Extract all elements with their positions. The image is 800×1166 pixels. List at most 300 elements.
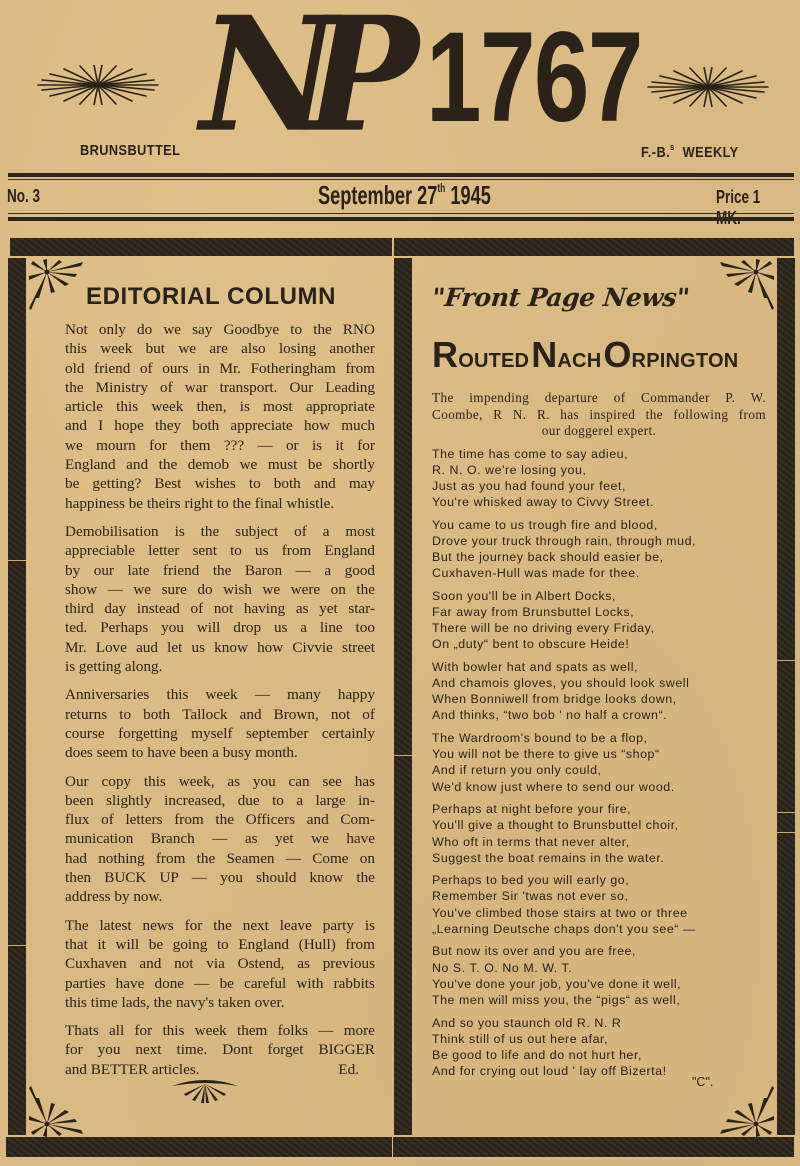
word: both bbox=[143, 705, 171, 723]
word: Civvie bbox=[292, 638, 333, 656]
poem-line: The men will miss you, the “pigs“ as well, bbox=[432, 992, 681, 1007]
poem-line: You've done your job, you've done it well, bbox=[432, 976, 682, 991]
word: UP bbox=[159, 869, 179, 887]
word: BIGGER bbox=[318, 1041, 375, 1059]
poem-line: You've climbed those stairs at two or three bbox=[432, 905, 688, 920]
word: having bbox=[243, 600, 286, 618]
word: from bbox=[345, 359, 375, 377]
word: sure bbox=[161, 580, 187, 598]
intro-line: our doggerel expert. bbox=[541, 423, 657, 439]
word: week, bbox=[178, 772, 215, 790]
headline-word-rest: OUTED bbox=[458, 350, 530, 372]
word: you bbox=[161, 619, 184, 637]
word: Ostend, bbox=[237, 955, 285, 973]
word: Officers bbox=[245, 811, 296, 829]
word: Best bbox=[154, 475, 182, 493]
word: course bbox=[65, 724, 105, 742]
word: of bbox=[294, 522, 307, 540]
poem-line: Perhaps at night before your fire, bbox=[432, 802, 632, 817]
word: RNO bbox=[342, 321, 375, 338]
word: only bbox=[98, 321, 126, 338]
word: losing bbox=[278, 340, 317, 358]
word: — bbox=[295, 561, 311, 579]
word: aud bbox=[136, 638, 158, 656]
word: it bbox=[97, 935, 106, 953]
text-line bbox=[65, 868, 375, 887]
poem-stanza bbox=[432, 659, 772, 723]
word: both bbox=[192, 417, 220, 435]
word: not bbox=[213, 600, 234, 618]
word: also bbox=[241, 340, 266, 358]
text-line: happiness be theirs right to the final whistle. bbox=[65, 494, 335, 512]
word: Anniversaries bbox=[65, 686, 150, 704]
word: for bbox=[149, 436, 167, 454]
poem-line: Drove your truck through rain, through mud, bbox=[432, 534, 697, 549]
word: flux bbox=[65, 811, 90, 829]
word: all bbox=[109, 1022, 125, 1040]
poem-stanza bbox=[432, 588, 772, 652]
word: Love bbox=[95, 638, 127, 656]
word: most bbox=[263, 398, 293, 416]
poem-stanza bbox=[432, 1015, 772, 1079]
word: the bbox=[65, 378, 84, 396]
word: be bbox=[219, 974, 234, 992]
issue-price: Price 1 bbox=[716, 187, 761, 207]
editorial-body bbox=[65, 320, 375, 1079]
newspaper-title bbox=[200, 0, 642, 168]
word: from bbox=[155, 849, 186, 867]
word: due bbox=[237, 791, 260, 809]
word: shortly bbox=[332, 456, 375, 474]
word: latest bbox=[99, 916, 132, 934]
poem-line: But the journey back should easier be, bbox=[432, 550, 664, 565]
text-line bbox=[65, 772, 375, 791]
word: as bbox=[297, 955, 310, 973]
word: third bbox=[65, 600, 94, 618]
poem-line: You'll give a thought to Brunsbuttel choir, bbox=[432, 818, 679, 833]
word: England bbox=[324, 542, 375, 560]
word: and bbox=[239, 705, 262, 723]
word: Perhaps bbox=[100, 619, 149, 637]
word: september bbox=[245, 724, 309, 742]
word: are bbox=[209, 340, 228, 358]
intro-line: Coombe, R N. R. has inspired the following from bbox=[432, 406, 766, 422]
word: The bbox=[65, 916, 89, 934]
word: happy bbox=[337, 686, 375, 704]
editorial-paragraph bbox=[65, 916, 375, 1012]
word: Brown, bbox=[273, 705, 319, 723]
word: is bbox=[239, 398, 250, 416]
text-line bbox=[65, 1021, 375, 1040]
word: time. bbox=[176, 1041, 208, 1059]
poem-stanza bbox=[432, 446, 772, 510]
date-year: 1945 bbox=[450, 180, 491, 210]
word: going bbox=[172, 935, 208, 953]
word: next bbox=[242, 916, 269, 934]
text-line bbox=[65, 561, 375, 580]
text-line bbox=[65, 359, 375, 378]
word: them bbox=[236, 1022, 268, 1040]
text-line bbox=[65, 416, 375, 435]
word: from bbox=[174, 811, 204, 829]
word: our bbox=[93, 561, 114, 579]
headline-initial: R bbox=[432, 334, 459, 375]
word: Branch bbox=[150, 830, 195, 848]
text-line bbox=[65, 455, 375, 474]
word: has bbox=[354, 772, 375, 790]
word: on bbox=[359, 849, 375, 867]
headline-initial: O bbox=[603, 334, 632, 375]
date-text: September 27 bbox=[318, 180, 438, 210]
word: previous bbox=[322, 955, 375, 973]
word: wish bbox=[223, 580, 252, 598]
title-letter-n: N bbox=[200, 0, 332, 168]
word: a bbox=[296, 791, 304, 809]
poem-intro bbox=[432, 390, 766, 440]
word: copy bbox=[101, 772, 132, 790]
word: transport. bbox=[219, 378, 278, 396]
word: how bbox=[257, 638, 284, 656]
word: be bbox=[307, 456, 323, 474]
word: in- bbox=[358, 791, 375, 809]
text-line bbox=[65, 541, 375, 560]
word: week bbox=[100, 340, 133, 358]
poem-line: Just as you had found your feet, bbox=[432, 479, 626, 494]
word: (Hull) bbox=[298, 935, 336, 953]
word: day bbox=[104, 600, 127, 618]
text-line bbox=[65, 638, 375, 657]
fan-corner-ornament-icon bbox=[718, 258, 776, 316]
word: war bbox=[184, 378, 208, 396]
frame-joint bbox=[8, 945, 26, 946]
word: next bbox=[135, 1041, 162, 1059]
poem-line: On „duty“ bent to obscure Heide! bbox=[432, 637, 630, 652]
word: more bbox=[343, 1022, 375, 1040]
date-ordinal: th bbox=[437, 181, 446, 195]
poem-stanza bbox=[432, 801, 772, 865]
word: Goodbye bbox=[223, 321, 280, 338]
word: have bbox=[346, 830, 375, 848]
frame-left-bar bbox=[8, 258, 26, 1135]
text-line bbox=[65, 580, 375, 599]
word: how bbox=[303, 417, 331, 435]
word: appropriate bbox=[305, 398, 375, 416]
headline bbox=[432, 334, 739, 375]
word: drop bbox=[233, 619, 262, 637]
word: too bbox=[355, 619, 375, 637]
editorial-signature: Ed. bbox=[338, 1060, 359, 1078]
word: letter bbox=[148, 542, 180, 560]
poem-line: With bowler hat and spats as well, bbox=[432, 660, 639, 675]
headline-word-rest: ACH bbox=[557, 350, 602, 372]
word: we bbox=[239, 456, 258, 474]
word: most bbox=[345, 522, 375, 540]
place-label: BRUNSBUTTEL bbox=[80, 142, 181, 159]
word: wishes bbox=[194, 475, 236, 493]
word: this bbox=[116, 398, 139, 416]
word: appreciate bbox=[230, 417, 293, 435]
poem-line: „Learning Deutsche chaps don't you see“ — bbox=[432, 921, 696, 936]
masthead-rule-thick bbox=[8, 217, 794, 221]
word: yet bbox=[319, 600, 338, 618]
headline-word-rest: RPINGTON bbox=[631, 350, 739, 372]
word: late bbox=[127, 561, 150, 579]
word: the bbox=[356, 869, 375, 887]
word: Not bbox=[65, 321, 88, 338]
publisher-suffix: WEEKLY bbox=[682, 144, 739, 161]
poem-line: And for crying out loud ' lay off Bizerta! bbox=[432, 1063, 667, 1078]
poem-line: You will not be there to give us “shop“ bbox=[432, 747, 660, 762]
word: Com- bbox=[340, 811, 375, 829]
text-line bbox=[65, 916, 375, 935]
word: — bbox=[212, 830, 228, 848]
text-line bbox=[65, 320, 375, 339]
fan-corner-ornament-icon bbox=[718, 1080, 776, 1138]
word: of bbox=[139, 359, 153, 377]
word: forget bbox=[267, 1041, 304, 1059]
word: us bbox=[191, 638, 206, 656]
fan-ornament-icon bbox=[170, 1078, 240, 1104]
word: — bbox=[318, 1022, 334, 1040]
word: this bbox=[162, 1022, 185, 1040]
publisher-label bbox=[641, 142, 739, 161]
word: — bbox=[194, 974, 210, 992]
poem-line: Perhaps to bed you will early go, bbox=[432, 873, 630, 888]
word: show bbox=[65, 580, 98, 598]
frame-joint bbox=[777, 832, 795, 833]
masthead-rule-thin bbox=[8, 213, 794, 214]
word: as bbox=[244, 830, 258, 848]
word: demob bbox=[187, 456, 230, 474]
word: been bbox=[65, 791, 94, 809]
word: Dont bbox=[222, 1041, 253, 1059]
text-line bbox=[65, 1040, 375, 1059]
word: yet bbox=[275, 830, 294, 848]
word: Thats bbox=[65, 1022, 99, 1040]
word: to bbox=[290, 321, 303, 338]
word: the bbox=[213, 916, 232, 934]
word: another bbox=[329, 340, 375, 358]
word: be bbox=[148, 935, 164, 953]
word: to bbox=[272, 791, 284, 809]
text-line bbox=[65, 829, 375, 848]
word: know bbox=[214, 638, 248, 656]
poem-stanza bbox=[432, 730, 772, 794]
word: will bbox=[196, 619, 221, 637]
word: they bbox=[154, 417, 182, 435]
poem-line: Soon you'll be in Albert Docks, bbox=[432, 589, 617, 604]
word: munication bbox=[65, 830, 134, 848]
word: say bbox=[192, 321, 213, 338]
word: then bbox=[65, 869, 92, 887]
word: letters bbox=[125, 811, 163, 829]
poem-line: We'd know just where to send our wood. bbox=[432, 779, 675, 794]
word: hope bbox=[114, 417, 144, 435]
word: be bbox=[65, 475, 80, 493]
word: is bbox=[174, 522, 185, 540]
word: sent bbox=[192, 542, 217, 560]
starburst-ornament-icon bbox=[646, 67, 770, 107]
word: us bbox=[273, 619, 288, 637]
text-line bbox=[65, 474, 375, 493]
word: to bbox=[248, 475, 261, 493]
word: have bbox=[115, 974, 145, 992]
editorial-paragraph bbox=[65, 1021, 375, 1060]
word: the bbox=[200, 522, 220, 540]
word: I bbox=[98, 417, 104, 435]
text-line bbox=[65, 705, 375, 724]
word: week bbox=[151, 398, 184, 416]
word: Demobilisation bbox=[65, 522, 159, 540]
poem-line: But now its over and you are free, bbox=[432, 944, 636, 959]
word: friend bbox=[163, 561, 200, 579]
word: of bbox=[190, 600, 204, 618]
text-line bbox=[65, 974, 375, 993]
intro-line: The impending departure of Commander P. W. bbox=[432, 390, 766, 405]
word: and bbox=[306, 811, 329, 829]
word: Seamen bbox=[226, 849, 275, 867]
frame-top-bar bbox=[10, 238, 794, 256]
word: and bbox=[126, 456, 149, 474]
text-line bbox=[65, 618, 375, 637]
issue-date bbox=[318, 180, 491, 211]
title-number: 1767 bbox=[426, 6, 642, 149]
word: we bbox=[163, 321, 182, 338]
word: — bbox=[191, 869, 208, 887]
word: as bbox=[227, 772, 241, 790]
word: and bbox=[139, 955, 162, 973]
text-line bbox=[65, 397, 375, 416]
text-line bbox=[65, 378, 375, 397]
word: will bbox=[115, 935, 140, 953]
word: had bbox=[65, 849, 87, 867]
word: ted. bbox=[65, 619, 88, 637]
editorial-paragraph bbox=[65, 320, 375, 513]
word: folks bbox=[277, 1022, 308, 1040]
word: line bbox=[319, 619, 343, 637]
poem-line: Far away from Brunsbuttel Locks, bbox=[432, 605, 635, 620]
word: of bbox=[101, 811, 114, 829]
frame-right-bar bbox=[777, 258, 795, 1135]
text-line: is getting along. bbox=[65, 658, 163, 676]
word: England bbox=[65, 456, 116, 474]
word: getting? bbox=[92, 475, 142, 493]
text-line bbox=[65, 935, 375, 954]
word: — bbox=[254, 686, 270, 704]
word: with bbox=[296, 974, 324, 992]
word: returns bbox=[65, 705, 108, 723]
word: and bbox=[313, 475, 336, 493]
poem-stanza bbox=[432, 517, 772, 581]
poem-line: R. N. O. we're losing you, bbox=[432, 463, 587, 478]
word: Fotheringham bbox=[250, 359, 336, 377]
word: and bbox=[65, 417, 87, 435]
word: the bbox=[215, 811, 234, 829]
poem-line: Suggest the boat remains in the water. bbox=[432, 850, 665, 865]
word: street bbox=[342, 638, 375, 656]
word: rabbits bbox=[333, 974, 375, 992]
masthead bbox=[0, 0, 800, 230]
word: appreciable bbox=[65, 542, 135, 560]
poem-stanza bbox=[432, 872, 772, 936]
poem-line: When Bonniwell from bridge looks down, bbox=[432, 692, 677, 707]
word: we bbox=[65, 436, 83, 454]
frame-split bbox=[392, 1137, 393, 1157]
publisher-prefix: F.-B. bbox=[641, 144, 671, 161]
word: parties bbox=[65, 974, 106, 992]
frame-joint bbox=[777, 812, 795, 813]
editorial-title: EDITORIAL COLUMN bbox=[86, 283, 337, 310]
word: Our bbox=[289, 378, 314, 396]
word: the bbox=[356, 580, 375, 598]
issue-number: No. 3 bbox=[7, 186, 41, 206]
text-line: does seem to have been a busy month. bbox=[65, 744, 298, 762]
word: large bbox=[315, 791, 346, 809]
text-line bbox=[65, 954, 375, 973]
word: is bbox=[311, 436, 323, 454]
text-line bbox=[65, 685, 375, 704]
word: this bbox=[143, 772, 166, 790]
text-line bbox=[65, 599, 375, 618]
word: by bbox=[65, 561, 81, 579]
word: article bbox=[65, 398, 103, 416]
word: Mr. bbox=[219, 359, 241, 377]
fan-corner-ornament-icon bbox=[27, 258, 85, 316]
frame-center-bar bbox=[394, 258, 412, 1135]
word: from bbox=[281, 542, 312, 560]
poem-line: You're whisked away to Civvy Street. bbox=[432, 495, 655, 510]
word: careful bbox=[244, 974, 287, 992]
frame-split bbox=[392, 238, 394, 256]
poem-line: The Wardroom's bound to be a flop, bbox=[432, 731, 648, 746]
poem-line: There will be no driving every Friday, bbox=[432, 621, 655, 636]
text-line bbox=[65, 436, 375, 455]
frame-joint bbox=[394, 755, 412, 756]
word: is bbox=[364, 916, 375, 934]
poem-line: And chamois gloves, you should look swell bbox=[432, 676, 690, 691]
word: week bbox=[205, 686, 238, 704]
editorial-paragraph bbox=[65, 522, 375, 676]
word: Come bbox=[312, 849, 349, 867]
editorial-closing-line: and BETTER articles. bbox=[65, 1060, 200, 1078]
word: this bbox=[65, 340, 87, 358]
headline-initial: N bbox=[531, 334, 558, 375]
word: Leading bbox=[325, 378, 375, 396]
word: friend bbox=[94, 359, 131, 377]
word: England bbox=[238, 935, 290, 953]
word: can bbox=[288, 772, 310, 790]
word: let bbox=[167, 638, 183, 656]
poem-signature: "C". bbox=[692, 1075, 714, 1089]
poem-line: Remember Sir 'twas not ever so, bbox=[432, 889, 629, 904]
word: leave bbox=[279, 916, 312, 934]
word: certainly bbox=[321, 724, 375, 742]
poem-line: You came to us trough fire and blood, bbox=[432, 518, 658, 533]
word: much bbox=[341, 417, 375, 435]
word: — bbox=[285, 849, 301, 867]
word: party bbox=[322, 916, 354, 934]
word: from bbox=[345, 935, 375, 953]
text-line: this time lads, the navy's taken over. bbox=[65, 993, 285, 1011]
word: the bbox=[313, 321, 332, 338]
word: do bbox=[137, 321, 153, 338]
word: it bbox=[335, 436, 344, 454]
word: the bbox=[196, 849, 216, 867]
word: the bbox=[212, 561, 232, 579]
front-page-kicker: "Front Page News" bbox=[430, 283, 691, 312]
word: not bbox=[174, 955, 194, 973]
word: to bbox=[230, 542, 242, 560]
